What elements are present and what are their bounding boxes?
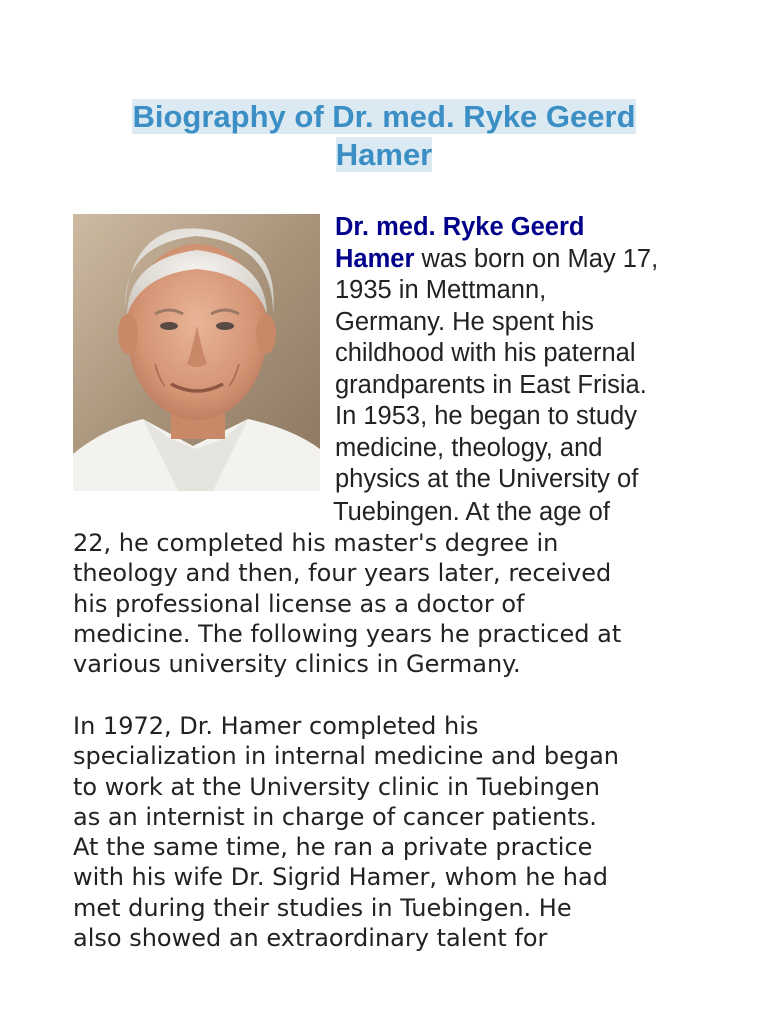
portrait-photo-icon [73, 214, 320, 491]
paragraph-line: as an internist in charge of cancer patients. [73, 802, 597, 831]
person-name-line-1: Dr. med. Ryke Geerd [335, 213, 585, 241]
portrait-photo [73, 214, 320, 491]
intro-paragraph [335, 212, 715, 496]
intro-line: In 1953, he began to study [335, 402, 637, 430]
person-name-line-2: Hamer [335, 244, 415, 273]
intro-line: 1935 in Mettmann, [335, 276, 547, 304]
paragraph-line: his professional license as a doctor of [73, 589, 525, 618]
intro-line: Germany. He spent his [335, 307, 594, 336]
intro-line: physics at the University of [335, 465, 639, 493]
paragraph-line: In 1972, Dr. Hamer completed his [73, 712, 479, 740]
intro-line: grandparents in East Frisia. [335, 370, 647, 399]
intro-line-rest: was born on May 17, [414, 244, 659, 273]
paragraph-education [73, 528, 713, 679]
intro-line: childhood with his paternal [335, 339, 636, 367]
paragraph-line: specialization in internal medicine and began [73, 742, 619, 771]
paragraph-career [73, 711, 713, 953]
paragraph-line: At the same time, he ran a private practice [73, 833, 593, 862]
page-title [60, 98, 708, 174]
intro-line: medicine, theology, and [335, 433, 603, 462]
paragraph-line: various university clinics in Germany. [73, 650, 521, 679]
paragraph-line: theology and then, four years later, received [73, 559, 612, 588]
title-line-1: Biography of Dr. med. Ryke Geerd [132, 99, 636, 134]
paragraph-line: also showed an extraordinary talent for [73, 924, 548, 953]
title-line-2: Hamer [335, 137, 433, 172]
paragraph-line: to work at the University clinic in Tuebingen [73, 772, 600, 801]
paragraph-line: medicine. The following years he practiced at [73, 619, 622, 648]
paragraph-line: 22, he completed his master's degree in [73, 529, 559, 557]
paragraph-line: with his wife Dr. Sigrid Hamer, whom he had [73, 863, 608, 892]
paragraph-line: met during their studies in Tuebingen. He [73, 893, 572, 922]
intro-wrap-line: Tuebingen. At the age of [333, 498, 610, 526]
